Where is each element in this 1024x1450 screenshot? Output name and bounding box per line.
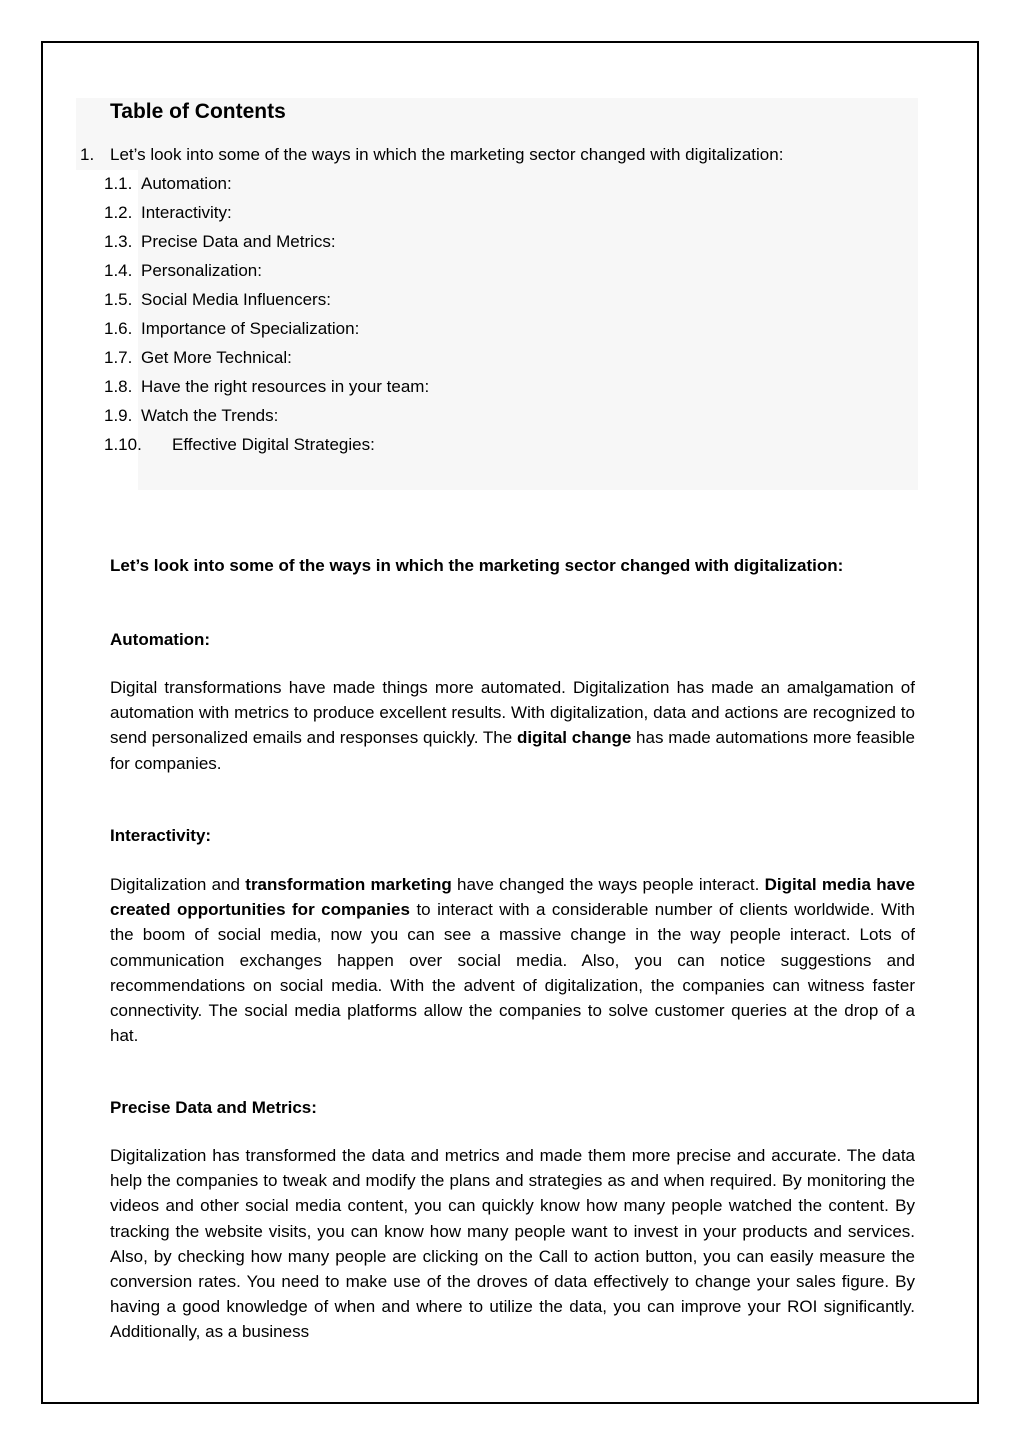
toc-entry-label: Personalization: (141, 261, 262, 280)
toc-entry-number: 1.2. (104, 203, 133, 222)
toc-entry-label: Precise Data and Metrics: (141, 232, 336, 251)
toc-entry-label: Social Media Influencers: (141, 290, 331, 309)
link-text-transformation-marketing: transformation marketing (245, 875, 452, 894)
toc-entry-1-5[interactable] (104, 290, 331, 310)
toc-entry-1-9[interactable] (104, 406, 278, 426)
toc-entry-label: Interactivity: (141, 203, 232, 222)
link-text-digital-media: Digital media have created opportunities for companies (110, 875, 915, 920)
toc-entry-1-6[interactable] (104, 319, 359, 339)
toc-entry-label: Let’s look into some of the ways in which the marketing sector changed with digitalization: (110, 145, 784, 164)
toc-entry-number: 1.4. (104, 261, 133, 280)
main-heading: Let’s look into some of the ways in which the marketing sector changed with digitalization: (110, 556, 844, 575)
toc-title: Table of Contents (110, 100, 286, 123)
toc-entry-number: 1.3. (104, 232, 133, 251)
toc-entry-1-1[interactable] (104, 174, 232, 194)
toc-entry-label: Get More Technical: (141, 348, 292, 367)
toc-entry-number: 1.5. (104, 290, 133, 309)
link-text-digital-change: digital change (516, 728, 632, 748)
toc-entry-1-7[interactable] (104, 348, 292, 368)
toc-entry-number: 1. (80, 145, 95, 164)
toc-entry-number: 1.6. (104, 319, 133, 338)
toc-entry-label: Automation: (141, 174, 232, 193)
toc-entry-number: 1.8. (104, 377, 133, 396)
toc-entry-label: Effective Digital Strategies: (172, 435, 375, 454)
paragraph-precise-data: Digitalization has transformed the data and metrics and made them more precise and accurate. The data help the companies to tweak and modify the plans and strategies as and when required. By monitoring the videos and other social media content, you can quickly know how many people watched the content. By tracking the website visits, you can know how many people want to invest in your products and services. Also, by checking how many people are clicking on the Call to action button, you can easily measure the conversion rates. You need to make use of the droves of data effectively to change your sales figure. By having a good knowledge of when and where to utilize the data, you can improve your ROI significantly. Additionally, as a business (110, 1146, 915, 1342)
toc-entry-main[interactable] (80, 145, 783, 165)
toc-entry-1-10[interactable] (104, 435, 375, 455)
toc-entry-number: 1.7. (104, 348, 133, 367)
toc-entry-number: 1.9. (104, 406, 133, 425)
paragraph-automation: Digital transformations have made things more automated. Digitalization has made an amalgamation of automation with metrics to produce excellent results. With digitalization, data and actions are recognized to send personalized emails and responses quickly. The digital change has made automations more feasible for companies. (110, 678, 915, 773)
toc-entry-1-2[interactable] (104, 203, 232, 223)
toc-entry-label: Watch the Trends: (141, 406, 279, 425)
toc-entry-number: 1.1. (104, 174, 133, 193)
toc-entry-number: 1.10. (104, 435, 142, 454)
toc-entry-1-4[interactable] (104, 261, 262, 281)
paragraph-interactivity: Digitalization and transformation marketing have changed the ways people interact. Digital media have created opportunities for companies to interact with a considerable number of clients worldwide. With the boom of social media, now you can see a massive change in the way people interact. Lots of communication exchanges happen over social media. Also, you can notice suggestions and recommendations on social media. With the advent of digitalization, the companies can witness faster connectivity. The social media platforms allow the companies to solve customer queries at the drop of a hat. (110, 875, 915, 1046)
toc-entry-label: Importance of Specialization: (141, 319, 360, 338)
toc-entry-label: Have the right resources in your team: (141, 377, 430, 396)
toc-entry-1-8[interactable] (104, 377, 429, 397)
section-heading-interactivity: Interactivity: (110, 826, 212, 845)
section-heading-automation: Automation: (110, 630, 211, 649)
toc-entry-1-3[interactable] (104, 232, 336, 252)
section-heading-precise-data: Precise Data and Metrics: (110, 1098, 317, 1117)
